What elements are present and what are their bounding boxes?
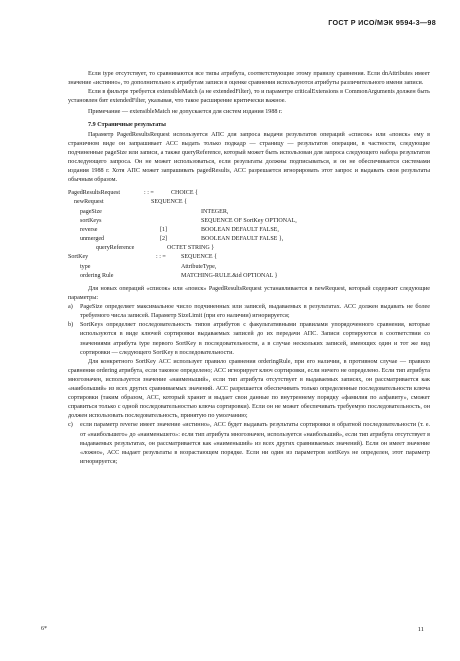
list-text: PageSize определяет максимальное число подчиненных или записей, выдаваемых в результатах. АСС должен выдавать не более требуемого числа записей. Параметр SizeLimit (при его наличии) игнорируется; bbox=[80, 304, 430, 320]
code-line: unmerged [2] BOOLEAN DEFAULT FALSE }, bbox=[80, 236, 284, 243]
paragraph: Параметр PagedResultsRequest используется АПС для запроса выдачи результатов операций «список» или «поиск» ему в страничном виде он запрашивает АСС выдать только подкадр — страницу — результатов операции, в частности, следующие подчиненные pageSize или записи, а также queryReference, который может быть использован для запроса следующего набора результатов последующего запроса. Он не может использоваться, если результаты должны подписываться, и он не обеспечивается системами издания 1988 г. Хотя АПС может запрашивать pagedResults, АСС разрешается игнорировать этот запрос и выдавать свои результаты обычным образом. bbox=[68, 131, 430, 184]
standard-header: ГОСТ Р ИСО/МЭК 9594-3—98 bbox=[328, 18, 436, 27]
note: Примечание — extensibleMatch не допускается для систем издания 1988 г. bbox=[88, 109, 283, 116]
list-marker: а) bbox=[68, 304, 73, 311]
list-text: SortKeys определяет последовательность типов атрибутов с факультативными правилами упорядоченного сравнения, которые используются в виде ключей сортировки выдаваемых записей до их передачи АПС. Записи сортируются в соответствии со значениями атрибута type первого SortKey в последовательности, а в случае нескольких записей, имеющих один и тот же вид сортировки — следующего SortKey в последовательности. bbox=[80, 322, 430, 356]
section-heading: 7.9 Страничные результаты bbox=[88, 122, 166, 129]
page-number: 11 bbox=[417, 626, 424, 633]
paragraph: Если в фильтре требуется extensibleMatch (а не extendedFilter), то и параметре criticalExtensions в CommonArguments должен быть установлен бит extendedFilter, указывая, что такое расширение критически важное. bbox=[68, 89, 430, 105]
list-item bbox=[68, 421, 430, 466]
document-body bbox=[68, 70, 430, 467]
asn1-code-block bbox=[68, 189, 430, 281]
list-text: если параметр reverse имеет значение «истинно», АСС будет выдавать результаты сортировки в обратной последовательности (т. е. от «наибольшего» до «наименьшего»: если тип атрибута многозначен, используется «наибольший», если тип атрибута отсутствует в выдаваемых результатах, он рассматривается как «наименьший» из всех других сравниваемых значений). Если он имеет значение «ложно», АСС выдает результаты в возрастающем порядке. Если ни один из параметров sortKeys не определен, этот параметр игнорируется; bbox=[80, 422, 430, 465]
paragraph: Если type отсутствует, то сравниваются все типы атрибута, соответствующие этому правилу сравнения. Если dnAttributes имеет значение «истинно», то дополнительно к атрибутам записи в оценке сравнения используются атрибуты различительного имени записи. bbox=[68, 71, 430, 87]
code-line: reverse [1] BOOLEAN DEFAULT FALSE, bbox=[80, 226, 279, 233]
list-item bbox=[68, 303, 430, 321]
list-item bbox=[68, 321, 430, 357]
code-line: SortKey : : = SEQUENCE { bbox=[68, 254, 217, 261]
paragraph: Для новых операций «список» или «поиск» PagedResultsRequest устанавливается в newRequest, который содержит следующие параметры: bbox=[68, 286, 430, 302]
code-line: ordering Rule MATCHING-RULE.&id OPTIONAL } bbox=[80, 272, 278, 279]
code-line: queryReference OCTET STRING } bbox=[96, 245, 215, 252]
footer-mark: 6* bbox=[41, 626, 47, 632]
list-marker: b) bbox=[68, 322, 74, 329]
paragraph: Для конкретного SortKey АСС использует правило сравнения orderingRule, при его наличии, в противном случае — правило сравнения ordering атрибута, если таковое определено; АСС игнорирует ключ сортировки, если ничего не определено. Если тип атрибута многозначен, используется значение «наименьший», если тип атрибута отсутствует в выдаваемых записях, он рассматривается как «наибольший» из всех других сравниваемых значений. АСС разрешается обеспечивать только определенные последовательности ключа сортировки (таким образом, АСС, который хранит и выдает свои данные по внутреннему порядку «фамилия по алфавиту», сможет справиться только с одной последовательностью ключа сортировки). Если он не может обеспечивать требуемую последовательность, он должен использовать последовательность, принятую по умолчанию; bbox=[68, 358, 430, 420]
code-line: sortKeys SEQUENCE OF SortKey OPTIONAL, bbox=[80, 217, 297, 224]
list-marker: с) bbox=[68, 422, 73, 429]
code-line: PagedResultsRequest : : = CHOICE { bbox=[68, 190, 198, 197]
code-line: type AttributeType, bbox=[80, 263, 217, 270]
code-line: pageSize INTEGER, bbox=[80, 208, 229, 215]
code-line: newRequest SEQUENCE { bbox=[74, 199, 187, 206]
